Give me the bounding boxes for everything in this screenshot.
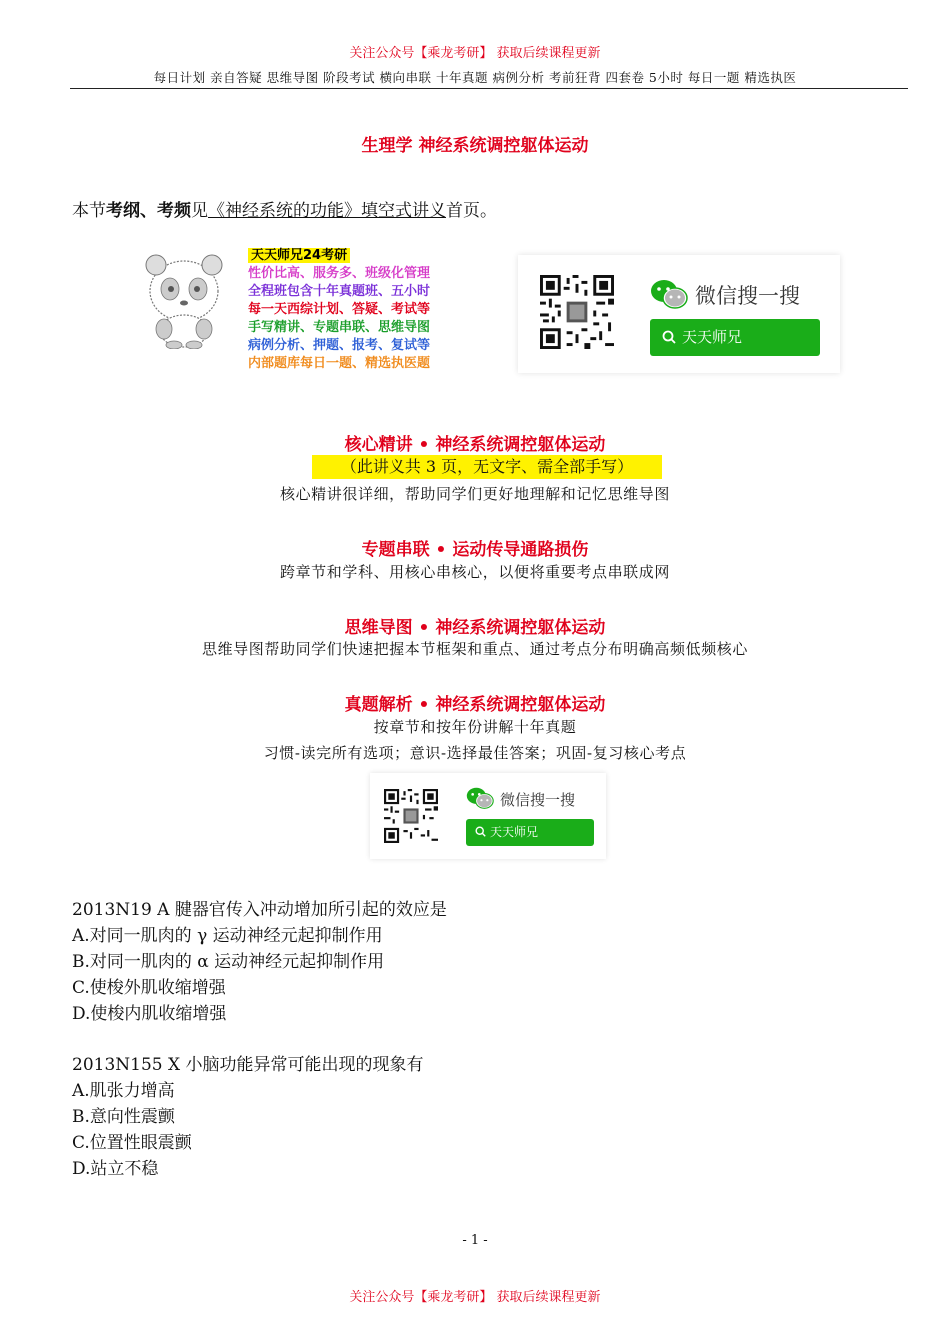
question-stem: 2013N19 A 腱器官传入冲动增加所引起的效应是 bbox=[72, 900, 447, 920]
section-desc-exam-habits: 习惯-读完所有选项；意识-选择最佳答案；巩固-复习核心考点 bbox=[263, 744, 687, 762]
top-notice: 关注公众号【乘龙考研】 获取后续课程更新 bbox=[349, 46, 601, 61]
promo-line: 内部题库每日一题、精选执医题 bbox=[248, 356, 431, 371]
section-desc-exam: 按章节和按年份讲解十年真题 bbox=[373, 718, 577, 736]
header-rule bbox=[70, 88, 908, 89]
question-option: D.站立不稳 bbox=[72, 1159, 159, 1179]
top-menu: 每日计划 亲自答疑 思维导图 阶段考试 横向串联 十年真题 病例分析 考前狂背 四套卷 5小时 每日一题 精选执医 bbox=[153, 70, 797, 85]
question-block bbox=[72, 1052, 424, 1182]
section-title-mindmap: 思维导图 • 神经系统调控躯体运动 bbox=[344, 618, 606, 638]
qr-code-icon bbox=[384, 789, 438, 843]
wechat-search-button[interactable] bbox=[650, 319, 820, 356]
section-desc-core: 核心精讲很详细，帮助同学们更好地理解和记忆思维导图 bbox=[279, 485, 670, 503]
promo-line: 天天师兄24考研 bbox=[248, 247, 430, 265]
intro-suffix: 首页。 bbox=[446, 201, 497, 221]
intro-prefix: 本节 bbox=[72, 201, 106, 221]
intro-paragraph bbox=[72, 196, 497, 221]
qr-code-icon bbox=[540, 275, 614, 349]
question-stem: 2013N155 X 小脑功能异常可能出现的现象有 bbox=[72, 1055, 424, 1075]
promo-text bbox=[248, 247, 430, 373]
wechat-search-button-label: 天天师兄 bbox=[490, 825, 539, 839]
wechat-search-button-label: 天天师兄 bbox=[682, 328, 743, 346]
intro-link[interactable]: 《神经系统的功能》填空式讲义 bbox=[208, 201, 446, 221]
question-option: A.对同一肌肉的 γ 运动神经元起抑制作用 bbox=[72, 926, 383, 946]
promo-line: 病例分析、押题、报考、复试等 bbox=[248, 338, 431, 353]
wechat-search-text: 微信搜一搜 bbox=[500, 791, 576, 809]
intro-mid: 见 bbox=[191, 201, 208, 221]
wechat-icon bbox=[466, 787, 494, 809]
section-desc-topic: 跨章节和学科、用核心串核心，以便将重要考点串联成网 bbox=[279, 563, 670, 581]
promo-line: 手写精讲、专题串联、思维导图 bbox=[248, 320, 431, 335]
section-title-exam: 真题解析 • 神经系统调控躯体运动 bbox=[344, 695, 606, 715]
wechat-search-card-small[interactable] bbox=[370, 773, 606, 859]
question-option: B.意向性震颤 bbox=[72, 1107, 175, 1127]
search-icon bbox=[475, 819, 486, 846]
question-option: C.使梭外肌收缩增强 bbox=[72, 978, 226, 998]
page-number: - 1 - bbox=[462, 1233, 488, 1248]
question-option: C.位置性眼震颤 bbox=[72, 1133, 192, 1153]
section-title-core: 核心精讲 • 神经系统调控躯体运动 bbox=[344, 435, 606, 455]
question-option: B.对同一肌肉的 α 运动神经元起抑制作用 bbox=[72, 952, 385, 972]
panda-icon bbox=[138, 253, 230, 349]
promo-banner bbox=[130, 245, 850, 380]
document-title: 生理学 神经系统调控躯体运动 bbox=[361, 136, 589, 156]
section-title-topic: 专题串联 • 运动传导通路损伤 bbox=[361, 540, 589, 560]
wechat-search-card[interactable] bbox=[518, 255, 840, 373]
promo-line: 性价比高、服务多、班级化管理 bbox=[248, 266, 431, 281]
intro-bold: 考纲、考频 bbox=[106, 201, 191, 221]
section-note-highlight: （此讲义共 3 页，无文字、需全部手写） bbox=[312, 455, 662, 479]
bottom-notice: 关注公众号【乘龙考研】 获取后续课程更新 bbox=[349, 1290, 601, 1305]
section-desc-mindmap: 思维导图帮助同学们快速把握本节框架和重点、通过考点分布明确高频低频核心 bbox=[201, 640, 748, 658]
wechat-search-text: 微信搜一搜 bbox=[695, 284, 800, 308]
question-option: D.使梭内肌收缩增强 bbox=[72, 1004, 227, 1024]
promo-line: 每一天西综计划、答疑、考试等 bbox=[248, 302, 431, 317]
question-block bbox=[72, 897, 447, 1027]
promo-line: 全程班包含十年真题班、五小时 bbox=[248, 284, 431, 299]
question-option: A.肌张力增高 bbox=[72, 1081, 175, 1101]
wechat-search-button[interactable] bbox=[466, 819, 594, 846]
search-icon bbox=[662, 319, 676, 356]
wechat-icon bbox=[650, 279, 688, 309]
